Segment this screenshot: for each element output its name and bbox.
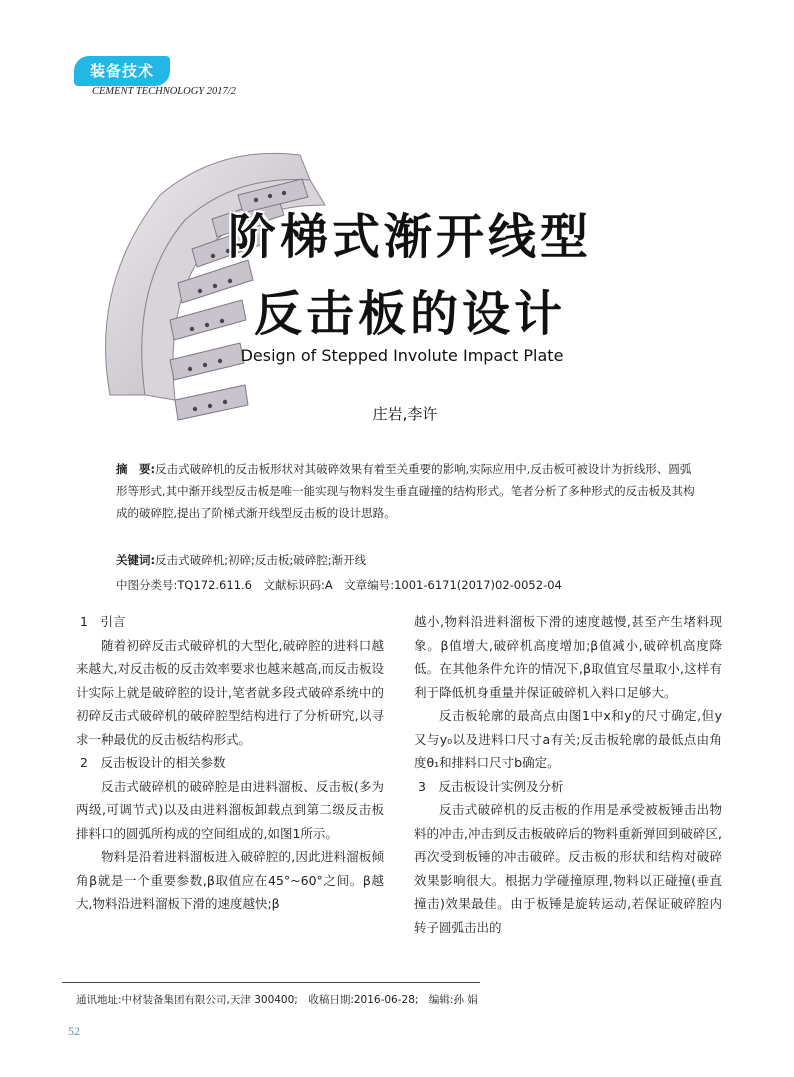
paragraph: 反击式破碎机的反击板的作用是承受被板锤击出物料的冲击,冲击到反击板破碎后的物料重新弹回到破碎区,再次受到板锤的冲击破碎。反击板的形状和结构对破碎效果影响很大。根据力学碰撞原理,物料以正碰撞(垂直撞击)效果最佳。由于板锤是旋转运动,若保证破碎腔内转子圆弧击出的 bbox=[414, 802, 722, 935]
footnote-divider bbox=[62, 982, 480, 983]
title-line-1: 阶梯式渐开线型 bbox=[227, 209, 592, 265]
keywords-label: 关键词: bbox=[116, 553, 156, 567]
authors: 庄岩,李许 bbox=[372, 405, 438, 423]
title-line-2: 反击板的设计 bbox=[253, 286, 566, 342]
paragraph: 随着初碎反击式破碎机的大型化,破碎腔的进料口越来越大,对反击板的反击效率要求也越来越高,而反击板设计实际上就是破碎腔的设计,笔者就多段式破碎系统中的初碎反击式破碎机的破碎腔型结构进行了分析研究,以寻求一种最优的反击板结构形式。 bbox=[76, 637, 384, 747]
body-column-left bbox=[76, 610, 384, 916]
page-number: 52 bbox=[68, 1024, 80, 1038]
abstract-text: 反击式破碎机的反击板形状对其破碎效果有着至关重要的影响,实际应用中,反击板可被设计为折线形、圆弧形等形式,其中渐开线型反击板是唯一能实现与物料发生垂直碰撞的结构形式。笔者分析了多种形式的反击板及其构成的破碎腔,提出了阶梯式渐开线型反击板的设计思路。 bbox=[116, 462, 695, 520]
body-column-right bbox=[414, 610, 722, 939]
section-badge: 装备技术 bbox=[74, 56, 170, 86]
journal-header: CEMENT TECHNOLOGY 2017/2 bbox=[92, 86, 236, 97]
footnote: 通讯地址:中材装备集团有限公司,天津 300400; 收稿日期:2016-06-28; 编辑:孙 娟 bbox=[76, 994, 478, 1006]
paragraph: 反击式破碎机的破碎腔是由进料溜板、反击板(多为两级,可调节式)以及由进料溜板卸载点到第二级反击板排料口的圆弧所构成的空间组成的,如图1所示。 bbox=[76, 778, 384, 841]
section-heading: 1 引言 bbox=[80, 614, 126, 629]
english-subtitle: Design of Stepped Involute Impact Plate bbox=[240, 346, 564, 365]
paragraph-continued: 越小,物料沿进料溜板下滑的速度越慢,甚至产生堵料现象。β值增大,破碎机高度增加;β值减小,破碎机高度降低。在其他条件允许的情况下,β取值宜尽量取小,这样有利于降低机身重量并保证破碎机入料口足够大。 bbox=[414, 614, 722, 700]
paragraph: 反击板轮廓的最高点由图1中x和y的尺寸确定,但y又与y₀以及进料口尺寸a有关;反击板轮廓的最低点由角度θ₁和排料口尺寸b确定。 bbox=[414, 708, 722, 770]
paragraph: 物料是沿着进料溜板进入破碎腔的,因此进料溜板倾角β就是一个重要参数,β取值应在45°~60°之间。β越大,物料沿进料溜板下滑的速度越快;β bbox=[76, 849, 384, 911]
keywords-text: 反击式破碎机;初碎;反击板;破碎腔;渐开线 bbox=[155, 553, 367, 567]
section-heading: 3 反击板设计实例及分析 bbox=[418, 778, 564, 794]
classification-line: 中图分类号:TQ172.611.6 文献标识码:A 文章编号:1001-6171(2017)02-0052-04 bbox=[116, 578, 562, 592]
abstract-label: 摘 要: bbox=[116, 462, 156, 476]
abstract bbox=[116, 458, 698, 524]
section-heading: 2 反击板设计的相关参数 bbox=[80, 755, 226, 770]
keywords bbox=[116, 552, 366, 568]
